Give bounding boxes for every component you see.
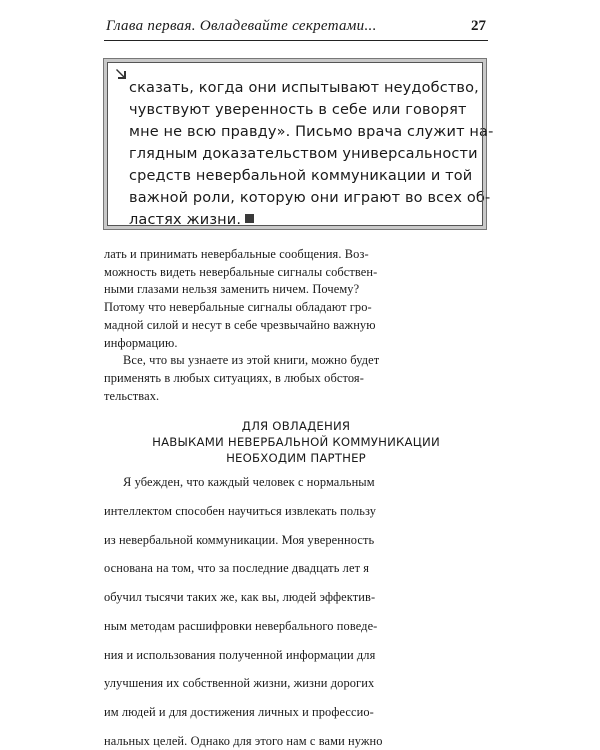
sidebar-line: глядным доказательством универсальности — [129, 146, 478, 162]
body-line: улучшения их собственной жизни, жизни дорогих — [104, 676, 375, 691]
section-heading-line: НАВЫКАМИ НЕВЕРБАЛЬНОЙ КОММУНИКАЦИИ — [152, 434, 440, 449]
sidebar-line: средств невербальной коммуникации и той — [129, 168, 473, 184]
body-line: основана на том, что за последние двадцать лет я — [104, 561, 370, 576]
body-line: применять в любых ситуациях, в любых обстоя- — [104, 371, 364, 386]
body-line: обучил тысячи таких же, как вы, людей эффектив- — [104, 590, 376, 605]
square-end-mark-icon — [245, 214, 254, 223]
chapter-title: Глава первая. Овладевайте секретами... — [106, 18, 377, 34]
body-line: Я убежден, что каждый человек с нормальным — [123, 475, 375, 490]
body-line: ным методам расшифровки невербального поведе- — [104, 618, 378, 633]
body-line: из невербальной коммуникации. Моя уверенность — [104, 532, 375, 547]
body-line: нальных целей. Однако для этого нам с вами нужно — [104, 733, 383, 748]
sidebar-line: чувствуют уверенность в себе или говорят — [129, 102, 467, 118]
sidebar-line: мне не всю правду». Письмо врача служит на- — [129, 124, 494, 140]
sidebar-line: важной роли, которую они играют во всех об- — [129, 190, 491, 206]
body-line: информацию. — [104, 335, 178, 350]
body-line: Все, что вы узнаете из этой книги, можно будет — [123, 353, 380, 368]
section-heading-line: НЕОБХОДИМ ПАРТНЕР — [226, 451, 366, 466]
page-number: 27 — [471, 18, 486, 34]
sidebar-line-text: ластях жизни. — [129, 212, 242, 228]
sidebar-line-last — [129, 212, 254, 228]
body-line: лать и принимать невербальные сообщения. Воз- — [104, 247, 369, 261]
body-line: можность видеть невербальные сигналы собствен- — [104, 264, 378, 279]
body-line: им людей и для достижения личных и профессио- — [104, 704, 374, 719]
running-header — [104, 14, 488, 41]
body-line: интеллектом способен научиться извлекать пользу — [104, 504, 377, 519]
body-line: тельствах. — [104, 388, 160, 403]
section-heading-line: ДЛЯ ОВЛАДЕНИЯ — [241, 418, 351, 433]
body-line: ния и использования полученной информации для — [104, 647, 376, 662]
quote-sidebar-box — [103, 58, 494, 230]
sidebar-line: сказать, когда они испытывают неудобство, — [129, 80, 479, 96]
body-line: мадной силой и несут в себе чрезвычайно важную — [104, 317, 376, 332]
body-line: Потому что невербальные сигналы обладают гро- — [104, 300, 372, 315]
body-line: ными глазами нельзя заменить ничем. Почему? — [104, 282, 360, 297]
